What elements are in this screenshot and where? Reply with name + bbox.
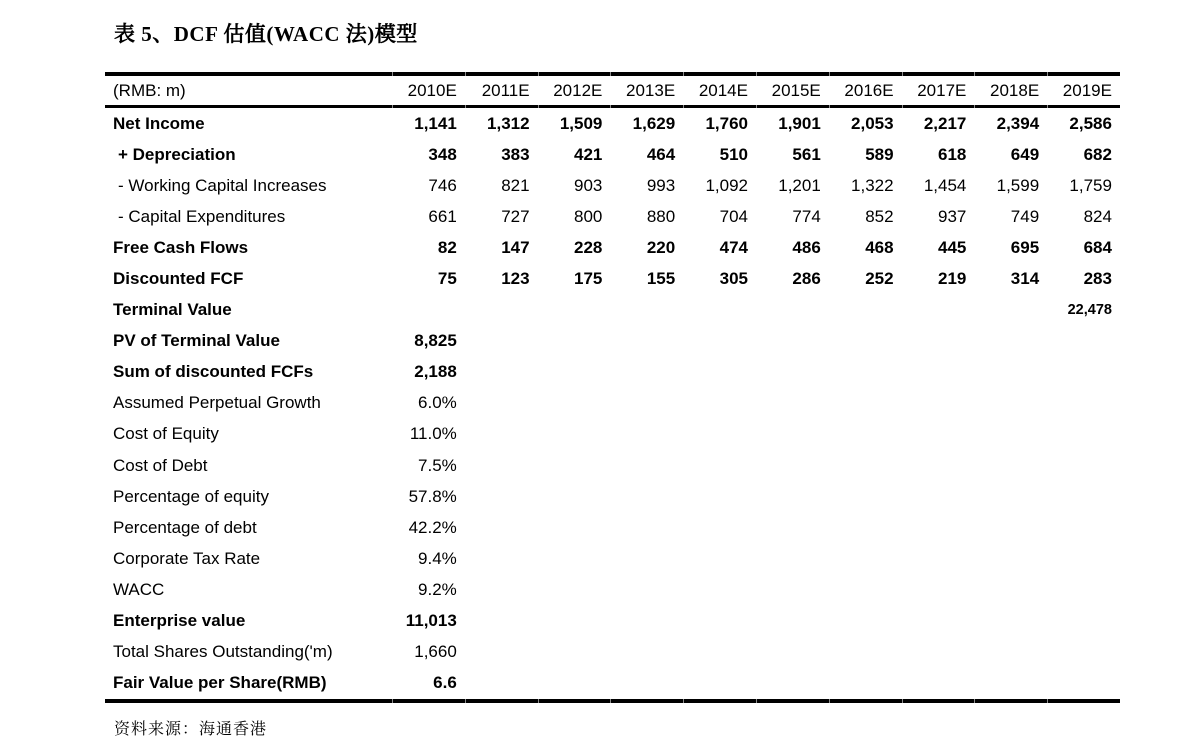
value-cell: 228 bbox=[574, 237, 603, 257]
value-cell: 2,188 bbox=[414, 362, 457, 382]
column-divider-notch bbox=[756, 105, 757, 108]
row-label: Fair Value per Share(RMB) bbox=[113, 673, 327, 693]
value-cell: 57.8% bbox=[408, 486, 457, 506]
row-label: Net Income bbox=[113, 113, 205, 133]
row-label: Total Shares Outstanding('m) bbox=[113, 642, 333, 662]
value-cell: 695 bbox=[1010, 237, 1040, 257]
value-cell: 42.2% bbox=[408, 517, 457, 537]
year-header: 2016E bbox=[844, 80, 894, 100]
value-cell: 147 bbox=[501, 237, 530, 257]
column-divider-notch bbox=[465, 105, 466, 108]
value-cell: 510 bbox=[719, 144, 748, 164]
value-cell: 286 bbox=[792, 269, 821, 289]
column-divider-notch bbox=[829, 699, 830, 703]
table-row bbox=[105, 232, 1120, 263]
year-header: 2015E bbox=[771, 80, 821, 100]
row-label: Percentage of equity bbox=[113, 486, 269, 506]
column-divider-notch bbox=[902, 105, 903, 108]
table-row bbox=[105, 574, 1120, 605]
value-cell: 903 bbox=[574, 175, 603, 195]
table-row bbox=[105, 388, 1120, 419]
value-cell: 348 bbox=[428, 144, 457, 164]
column-divider-notch bbox=[538, 105, 539, 108]
table-row bbox=[105, 201, 1120, 232]
value-cell: 684 bbox=[1083, 237, 1112, 257]
column-divider-notch bbox=[1047, 105, 1048, 108]
year-header: 2018E bbox=[990, 80, 1040, 100]
value-cell: 1,092 bbox=[705, 175, 748, 195]
table-row bbox=[105, 637, 1120, 668]
value-cell: 22,478 bbox=[1067, 302, 1112, 319]
row-label: + Depreciation bbox=[118, 144, 236, 164]
value-cell: 252 bbox=[865, 269, 894, 289]
value-cell: 1,759 bbox=[1069, 175, 1112, 195]
value-cell: 2,053 bbox=[851, 113, 894, 133]
value-cell: 421 bbox=[574, 144, 603, 164]
value-cell: 6.0% bbox=[418, 393, 457, 413]
column-divider-notch bbox=[683, 105, 684, 108]
table-row bbox=[105, 326, 1120, 357]
row-label: Sum of discounted FCFs bbox=[113, 362, 314, 382]
dcf-valuation-table bbox=[105, 72, 1120, 703]
value-cell: 1,312 bbox=[487, 113, 530, 133]
value-cell: 727 bbox=[501, 206, 530, 226]
column-divider-notch bbox=[974, 699, 975, 703]
value-cell: 123 bbox=[501, 269, 530, 289]
year-header: 2017E bbox=[917, 80, 967, 100]
value-cell: 283 bbox=[1083, 269, 1112, 289]
year-header: 2011E bbox=[481, 80, 530, 100]
value-cell: 219 bbox=[938, 269, 967, 289]
unit-label: (RMB: m) bbox=[113, 80, 186, 100]
row-label: - Working Capital Increases bbox=[118, 175, 327, 195]
value-cell: 305 bbox=[719, 269, 748, 289]
value-cell: 1,141 bbox=[414, 113, 457, 133]
table-row bbox=[105, 481, 1120, 512]
value-cell: 852 bbox=[865, 206, 894, 226]
row-label: WACC bbox=[113, 579, 165, 599]
column-divider-notch bbox=[829, 72, 830, 76]
row-label: - Capital Expenditures bbox=[118, 206, 286, 226]
value-cell: 1,201 bbox=[778, 175, 821, 195]
value-cell: 649 bbox=[1010, 144, 1040, 164]
value-cell: 1,599 bbox=[996, 175, 1040, 195]
value-cell: 746 bbox=[428, 175, 457, 195]
row-label: Enterprise value bbox=[113, 611, 246, 631]
value-cell: 155 bbox=[646, 269, 676, 289]
value-cell: 11.0% bbox=[409, 424, 457, 444]
column-divider-notch bbox=[465, 699, 466, 703]
row-label: Percentage of debt bbox=[113, 517, 257, 537]
column-divider-notch bbox=[683, 699, 684, 703]
table-row bbox=[105, 108, 1120, 139]
row-label: Assumed Perpetual Growth bbox=[113, 393, 321, 413]
row-label: Cost of Equity bbox=[113, 424, 219, 444]
table-row bbox=[105, 139, 1120, 170]
value-cell: 824 bbox=[1083, 206, 1112, 226]
value-cell: 1,660 bbox=[414, 642, 457, 662]
table-row bbox=[105, 450, 1120, 481]
table-row bbox=[105, 543, 1120, 574]
column-divider-notch bbox=[465, 72, 466, 76]
value-cell: 75 bbox=[437, 269, 457, 289]
table-title: 表 5、DCF 估值(WACC 法)模型 bbox=[114, 22, 418, 46]
value-cell: 618 bbox=[938, 144, 967, 164]
row-label: Terminal Value bbox=[113, 300, 232, 320]
column-divider-notch bbox=[392, 699, 393, 703]
value-cell: 220 bbox=[646, 237, 676, 257]
value-cell: 175 bbox=[574, 269, 603, 289]
value-cell: 2,394 bbox=[996, 113, 1040, 133]
table-row bbox=[105, 419, 1120, 450]
value-cell: 589 bbox=[865, 144, 894, 164]
table-row bbox=[105, 357, 1120, 388]
table-row bbox=[105, 668, 1120, 699]
value-cell: 661 bbox=[428, 206, 457, 226]
year-header: 2010E bbox=[407, 80, 457, 100]
value-cell: 7.5% bbox=[418, 455, 457, 475]
value-cell: 1,760 bbox=[705, 113, 748, 133]
value-cell: 1,901 bbox=[778, 113, 821, 133]
value-cell: 468 bbox=[865, 237, 894, 257]
table-row bbox=[105, 170, 1120, 201]
column-divider-notch bbox=[392, 105, 393, 108]
year-header: 2014E bbox=[698, 80, 748, 100]
column-divider-notch bbox=[974, 72, 975, 76]
column-divider-notch bbox=[902, 699, 903, 703]
table-row bbox=[105, 512, 1120, 543]
table-header-row bbox=[105, 76, 1120, 108]
table-row bbox=[105, 263, 1120, 294]
value-cell: 682 bbox=[1083, 144, 1112, 164]
source-note: 资料来源：海通香港 bbox=[114, 721, 268, 738]
value-cell: 464 bbox=[646, 144, 676, 164]
row-label: PV of Terminal Value bbox=[113, 331, 280, 351]
column-divider-notch bbox=[610, 72, 611, 76]
column-divider-notch bbox=[974, 105, 975, 108]
value-cell: 1,629 bbox=[632, 113, 676, 133]
row-label: Free Cash Flows bbox=[113, 237, 249, 257]
value-cell: 800 bbox=[574, 206, 603, 226]
value-cell: 383 bbox=[501, 144, 530, 164]
row-label: Cost of Debt bbox=[113, 455, 208, 475]
value-cell: 561 bbox=[792, 144, 821, 164]
column-divider-notch bbox=[392, 72, 393, 76]
value-cell: 1,509 bbox=[559, 113, 603, 133]
value-cell: 474 bbox=[719, 237, 748, 257]
year-header: 2012E bbox=[553, 80, 603, 100]
value-cell: 2,217 bbox=[923, 113, 967, 133]
column-divider-notch bbox=[683, 72, 684, 76]
value-cell: 11,013 bbox=[405, 611, 457, 631]
table-body bbox=[105, 108, 1120, 699]
value-cell: 880 bbox=[646, 206, 676, 226]
row-label: Corporate Tax Rate bbox=[113, 548, 261, 568]
value-cell: 774 bbox=[792, 206, 821, 226]
column-divider-notch bbox=[1047, 72, 1048, 76]
value-cell: 9.2% bbox=[418, 579, 457, 599]
value-cell: 6.6 bbox=[433, 673, 457, 693]
value-cell: 2,586 bbox=[1069, 113, 1112, 133]
column-divider-notch bbox=[829, 105, 830, 108]
table-row bbox=[105, 295, 1120, 326]
value-cell: 9.4% bbox=[418, 548, 457, 568]
column-divider-notch bbox=[538, 699, 539, 703]
value-cell: 445 bbox=[938, 237, 967, 257]
value-cell: 8,825 bbox=[414, 331, 457, 351]
column-divider-notch bbox=[756, 72, 757, 76]
column-divider-notch bbox=[756, 699, 757, 703]
column-divider-notch bbox=[1047, 699, 1048, 703]
column-divider-notch bbox=[610, 699, 611, 703]
year-header: 2019E bbox=[1062, 80, 1112, 100]
value-cell: 1,454 bbox=[923, 175, 967, 195]
value-cell: 486 bbox=[792, 237, 821, 257]
value-cell: 704 bbox=[719, 206, 748, 226]
year-header: 2013E bbox=[626, 80, 676, 100]
value-cell: 314 bbox=[1010, 269, 1040, 289]
row-label: Discounted FCF bbox=[113, 269, 244, 289]
value-cell: 82 bbox=[437, 237, 457, 257]
value-cell: 749 bbox=[1010, 206, 1040, 226]
column-divider-notch bbox=[902, 72, 903, 76]
value-cell: 993 bbox=[646, 175, 676, 195]
value-cell: 821 bbox=[501, 175, 530, 195]
column-divider-notch bbox=[610, 105, 611, 108]
value-cell: 1,322 bbox=[851, 175, 894, 195]
column-divider-notch bbox=[538, 72, 539, 76]
table-row bbox=[105, 606, 1120, 637]
value-cell: 937 bbox=[938, 206, 967, 226]
